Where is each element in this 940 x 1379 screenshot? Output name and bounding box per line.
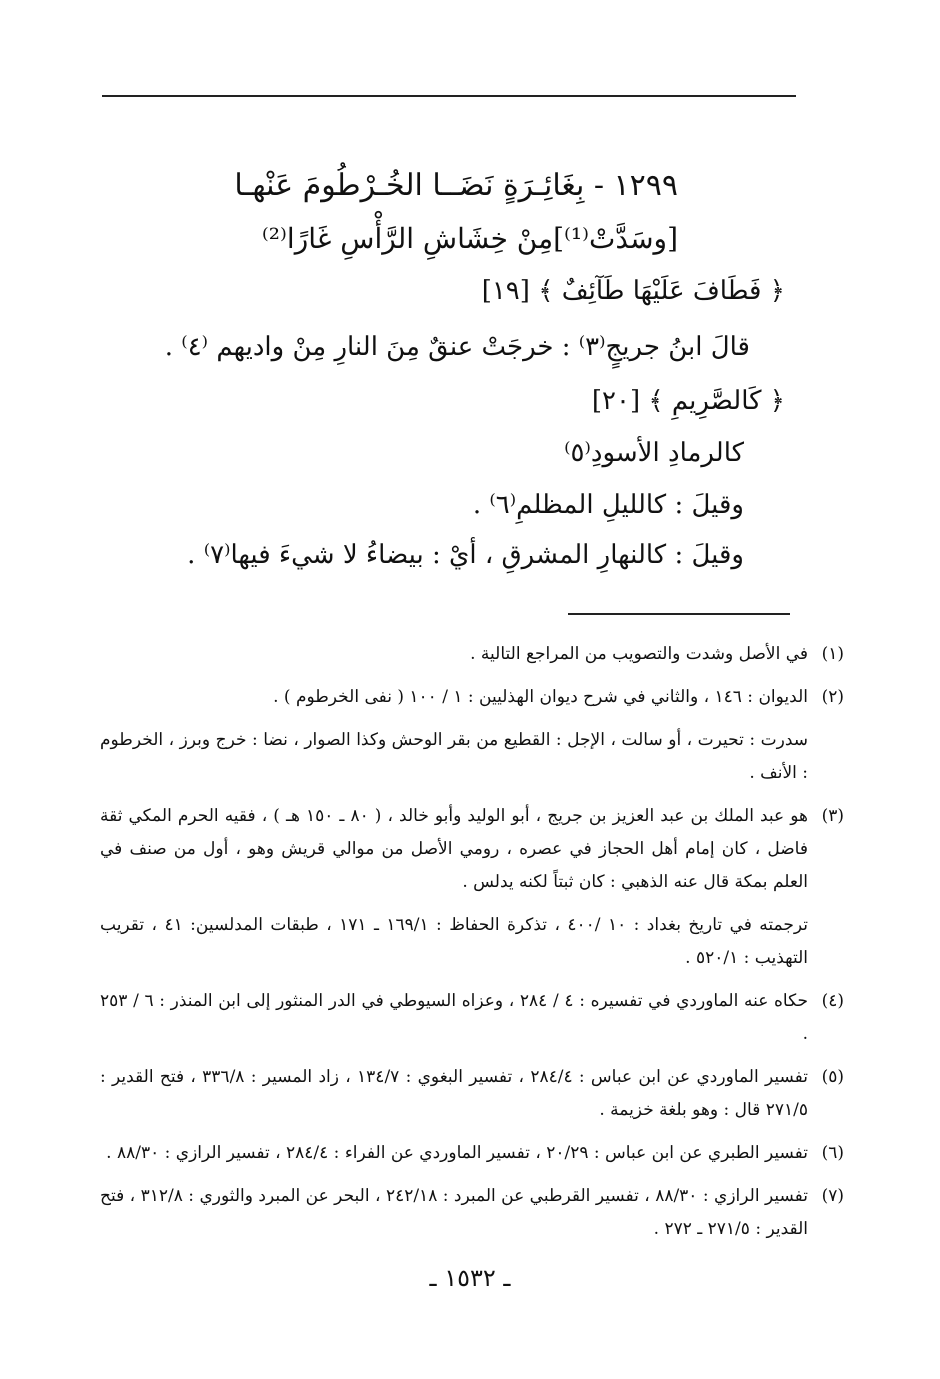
footnote-text: هو عبد الملك بن عبد العزيز بن جريج ، أبو الوليد وأبو خالد ، ( ٨٠ ـ ١٥٠ هـ ) ، فقيه الحرم المكي ثقة فاضل ، كان إمام أهل الحجاز في عصره ، رومي الأصل من موالي قريش وهو ، أول من صنف في العلم بمكة قال عنه الذهبي : كان ثبتاً لكنه يدلس .	[100, 806, 808, 892]
footnotes	[100, 638, 844, 1256]
page-number: ـ ١٥٣٢ ـ	[429, 1264, 511, 1292]
footnote-number: (٣)	[821, 806, 844, 826]
commentary-ashes: كالرمادِ الأسودِ⁽٥⁾	[564, 438, 744, 468]
footnote-rule	[568, 613, 790, 615]
footnote-text: سدرت : تحيرت ، أو سالت ، الإجل : القطيع من بقر الوحش وكذا الصوار ، نضا : خرج وبرز ، الخرطوم : الأنف .	[100, 730, 808, 783]
commentary-ibn-jurayj: قالَ ابنُ جريجٍ⁽٣⁾ : خرجَتْ عنقٌ مِنَ النارِ مِنْ واديهم ⁽٤⁾ .	[164, 332, 750, 362]
footnote-text: حكاه عنه الماوردي في تفسيره : ٤ / ٢٨٤ ، وعزاه السيوطي في الدر المنثور إلى ابن المنذر : ٦ / ٢٥٣ .	[100, 991, 809, 1044]
footnote-text: ترجمته في تاريخ بغداد : ١٠ /٤٠٠ ، تذكرة الحفاظ : ١٦٩/١ ـ ١٧١ ، طبقات المدلسين: ٤١ ، تقريب التهذيب : ٥٢٠/١ .	[100, 915, 808, 968]
footnote-1	[100, 638, 844, 671]
footnote-text: تفسير الرازي : ٨٨/٣٠ ، تفسير القرطبي عن المبرد : ٢٤٢/١٨ ، البحر عن المبرد والثوري : ٣١٢/٨ ، فتح القدير : ٢٧١/٥ ـ ٢٧٢ .	[100, 1186, 809, 1239]
footnote-text: الديوان : ١٤٦ ، والثاني في شرح ديوان الهذليين : ١ / ١٠٠ ( نفى الخرطوم ) .	[273, 687, 808, 707]
top-rule	[102, 95, 796, 97]
footnote-3	[100, 800, 844, 899]
footnote-text: تفسير الماوردي عن ابن عباس : ٢٨٤/٤ ، تفسير البغوي : ١٣٤/٧ ، زاد المسير : ٣٣٦/٨ ، فتح القدير : ٢٧١/٥ قال : وهو بلغة خزيمة .	[100, 1067, 808, 1120]
footnote-2-gloss	[100, 724, 808, 790]
quran-verse-19: ﴿ فَطَافَ عَلَيْهَا طَآئِفٌ ﴾ [١٩]	[481, 276, 785, 306]
footnote-text: في الأصل وشدت والتصويب من المراجع التالية .	[470, 644, 808, 664]
footnote-number: (٢)	[821, 687, 844, 707]
footnote-3-sources	[100, 909, 808, 975]
footnote-2	[100, 681, 844, 714]
footnote-4	[100, 985, 844, 1051]
verse-line-1: ١٢٩٩ - بِغَائِـرَةٍ نَضَــا الخُـرْطُومَ عَنْهـا	[234, 168, 678, 203]
commentary-day: وقيلَ : كالنهارِ المشرقِ ، أيْ : بيضاءُ لا شيءَ فيها⁽٧⁾ .	[187, 540, 744, 570]
commentary-night: وقيلَ : كالليلِ المظلمِ⁽٦⁾ .	[472, 490, 744, 520]
footnote-6	[100, 1137, 844, 1170]
footnote-number: (٦)	[821, 1143, 844, 1163]
quran-verse-20: ﴿ كَالصَّرِيمِ ﴾ [٢٠]	[591, 386, 785, 416]
verse-line-2: [وسَدَّتْ⁽¹⁾]مِنْ خِشَاشِ الرَّأْسِ غَارًا⁽²⁾	[261, 222, 678, 255]
footnote-5	[100, 1061, 844, 1127]
footnote-7	[100, 1180, 844, 1246]
footnote-number: (٧)	[821, 1186, 844, 1206]
footnote-number: (٥)	[821, 1067, 844, 1087]
footnote-text: تفسير الطبري عن ابن عباس : ٢٠/٢٩ ، تفسير الماوردي عن الفراء : ٢٨٤/٤ ، تفسير الرازي : ٨٨/٣٠ .	[106, 1143, 808, 1163]
footnote-number: (١)	[821, 644, 844, 664]
footnote-number: (٤)	[821, 991, 844, 1011]
